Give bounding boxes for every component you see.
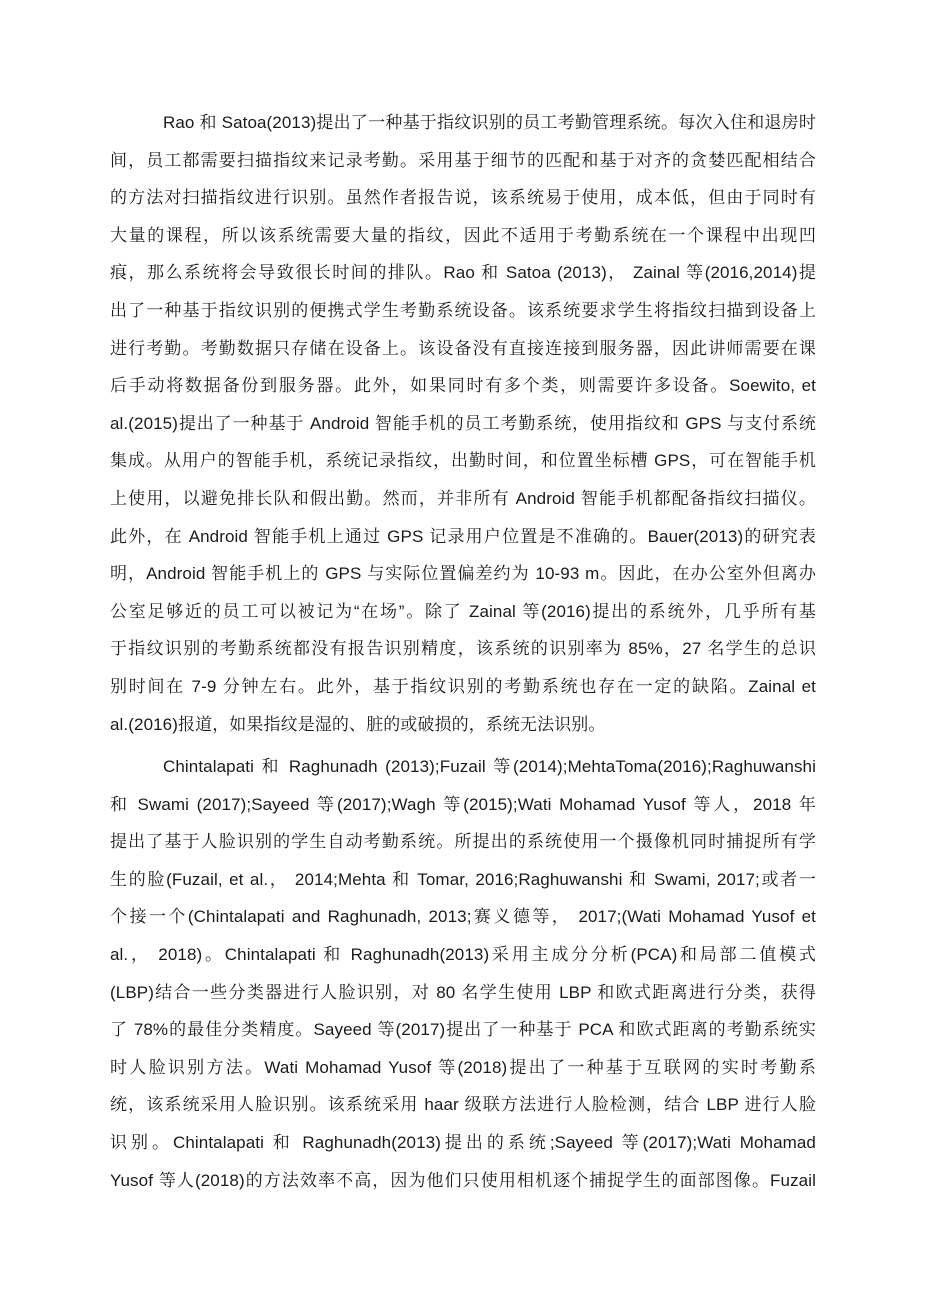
text-line: 时人脸识别方法。Wati Mohamad Yusof 等(2018)提出了一种基于互联网的实时考勤系 [110, 1057, 816, 1077]
text-line: 于指纹识别的考勤系统都没有报告识别精度，该系统的识别率为 85%，27 名学生的总识 [110, 639, 816, 659]
text-line: al.(2015)提出了一种基于 Android 智能手机的员工考勤系统，使用指纹和 GPS 与支付系统 [110, 413, 816, 433]
text-line: 大量的课程，所以该系统需要大量的指纹，因此不适用于考勤系统在一个课程中出现凹 [110, 225, 816, 245]
text-line: (LBP)结合一些分类器进行人脸识别，对 80 名学生使用 LBP 和欧式距离进行分类，获得 [110, 982, 816, 1002]
text-line: 间，员工都需要扫描指纹来记录考勤。采用基于细节的匹配和基于对齐的贪婪匹配相结合 [110, 150, 816, 170]
text-line: 进行考勤。考勤数据只存储在设备上。该设备没有直接连接到服务器，因此讲师需要在课 [110, 338, 816, 358]
text-line: 明，Android 智能手机上的 GPS 与实际位置偏差约为 10-93 m。因此，在办公室外但离办 [110, 564, 816, 584]
text-line: 个接一个(Chintalapati and Raghunadh, 2013;赛义德等， 2017;(Wati Mohamad Yusof et [110, 907, 816, 927]
text-line: Rao 和 Satoa(2013)提出了一种基于指纹识别的员工考勤管理系统。每次入住和退房时 [163, 113, 816, 132]
text-line: 痕，那么系统将会导致很长时间的排队。Rao 和 Satoa (2013)， Zainal 等(2016,2014)提 [110, 263, 816, 283]
text-line: 提出了基于人脸识别的学生自动考勤系统。所提出的系统使用一个摄像机同时捕捉所有学 [110, 832, 816, 852]
text-line: 出了一种基于指纹识别的便携式学生考勤系统设备。该系统要求学生将指纹扫描到设备上 [110, 300, 816, 320]
text-line: 别时间在 7-9 分钟左右。此外，基于指纹识别的考勤系统也存在一定的缺陷。Zainal et [110, 676, 816, 696]
paragraph [110, 748, 816, 1199]
text-line: 上使用，以避免排长队和假出勤。然而，并非所有 Android 智能手机都配备指纹扫描仪。 [110, 488, 816, 508]
text-block [110, 104, 816, 1199]
text-line: 此外，在 Android 智能手机上通过 GPS 记录用户位置是不准确的。Bauer(2013)的研究表 [110, 526, 816, 546]
text-line: 生的脸(Fuzail, et al.， 2014;Mehta 和 Tomar, 2016;Raghuwanshi 和 Swami, 2017;或者一 [110, 869, 816, 889]
text-line: Chintalapati 和 Raghunadh (2013);Fuzail 等(2014);MehtaToma(2016);Raghuwanshi [163, 757, 816, 777]
text-line: 统，该系统采用人脸识别。该系统采用 haar 级联方法进行人脸检测，结合 LBP 进行人脸 [110, 1095, 816, 1115]
text-line: 公室足够近的员工可以被记为“在场”。除了 Zainal 等(2016)提出的系统外，几乎所有基 [110, 601, 816, 621]
text-line: Yusof 等人(2018)的方法效率不高，因为他们只使用相机逐个捕捉学生的面部图像。Fuzail [110, 1170, 816, 1190]
text-line: 识别。Chintalapati 和 Raghunadh(2013)提出的系统;Sayeed 等(2017);Wati Mohamad [110, 1133, 816, 1153]
text-line: 集成。从用户的智能手机，系统记录指纹，出勤时间，和位置坐标槽 GPS，可在智能手机 [110, 451, 816, 471]
text-line: 了 78%的最佳分类精度。Sayeed 等(2017)提出了一种基于 PCA 和欧式距离的考勤系统实 [110, 1020, 816, 1040]
paragraph [110, 104, 816, 743]
text-line: 和 Swami (2017);Sayeed 等(2017);Wagh 等(2015);Wati Mohamad Yusof 等人，2018 年 [110, 794, 816, 814]
text-line: al.， 2018)。Chintalapati 和 Raghunadh(2013)采用主成分分析(PCA)和局部二值模式 [110, 945, 816, 965]
text-line: 的方法对扫描指纹进行识别。虽然作者报告说，该系统易于使用，成本低，但由于同时有 [110, 188, 816, 208]
text-line: 后手动将数据备份到服务器。此外，如果同时有多个类，则需要许多设备。Soewito, et [110, 376, 816, 396]
text-line: al.(2016)报道，如果指纹是湿的、脏的或破损的，系统无法识别。 [110, 714, 606, 734]
